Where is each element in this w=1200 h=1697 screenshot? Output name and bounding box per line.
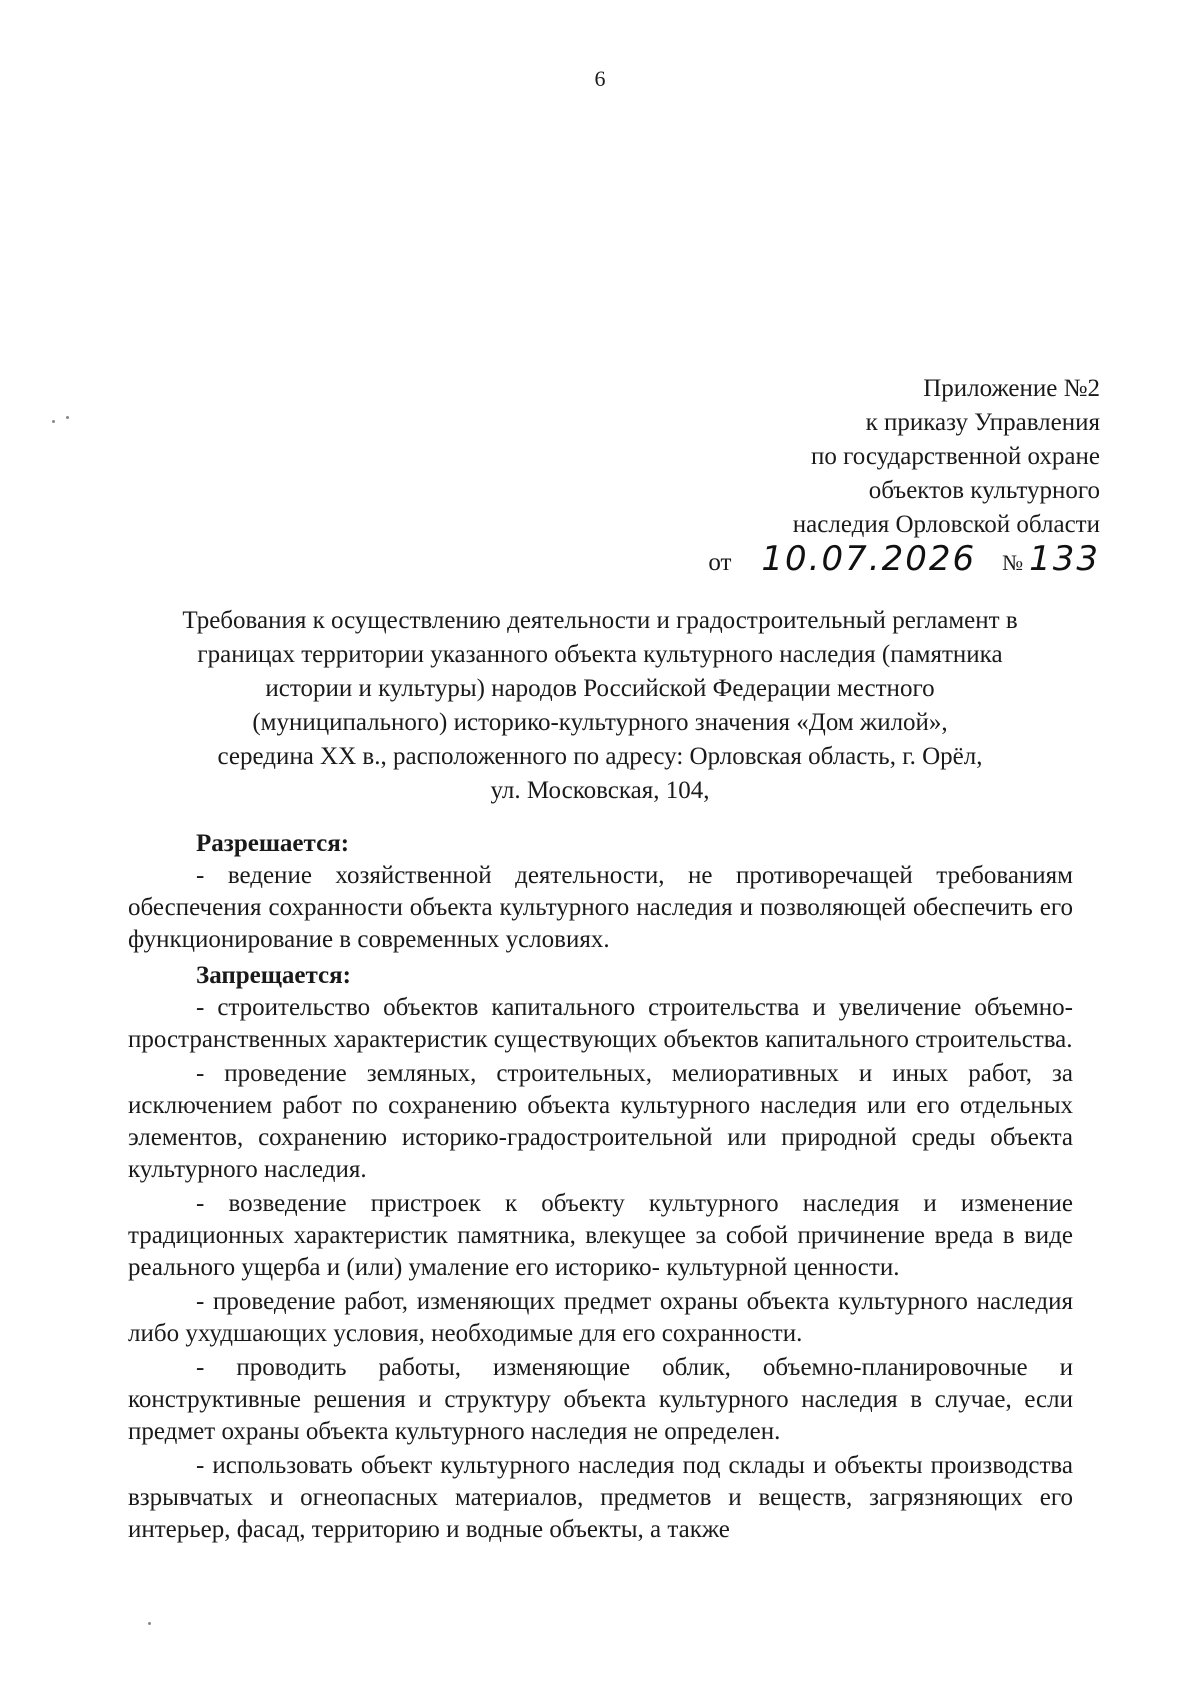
prohibited-heading: Запрещается: [196, 962, 352, 989]
order-date-number [540, 539, 1100, 582]
title-line: (муниципального) историко-культурного значения «Дом жилой», [252, 709, 948, 736]
appendix-line: по государственной охране [810, 443, 1100, 470]
prohibited-item: - проведение работ, изменяющих предмет охраны объекта культурного наследия либо ухудшающих условия, необходимые для его сохранности. [128, 1288, 1073, 1347]
prohibited-item: - возведение пристроек к объекту культурного наследия и изменение традиционных характеристик памятника, влекущее за собой причинение вреда в виде реального ущерба и (или) умаление его историко- культурной ценности. [128, 1190, 1073, 1281]
scan-speck [52, 420, 55, 423]
prohibited-item: - использовать объект культурного наследия под склады и объекты производства взрывчатых и огнеопасных материалов, предметов и веществ, загрязняющих его интерьер, фасад, территорию и водные объекты, а также [128, 1452, 1073, 1543]
title-line: середина XX в., расположенного по адресу: Орловская область, г. Орёл, [217, 743, 983, 770]
handwritten-date: 10.07.2026 [761, 539, 977, 579]
title-line: границах территории указанного объекта культурного наследия (памятника [197, 641, 1003, 668]
title-line: ул. Московская, 104, [490, 777, 710, 804]
prohibited-item: - проводить работы, изменяющие облик, объемно-планировочные и конструктивные решения и структуру объекта культурного наследия в случае, если предмет охраны объекта культурного наследия не определен. [128, 1354, 1073, 1445]
scan-speck [66, 416, 69, 419]
document-title [120, 604, 1080, 808]
appendix-line: наследия Орловской области [792, 511, 1100, 538]
document-body [128, 828, 1073, 1550]
title-line: Требования к осуществлению деятельности и градостроительный регламент в [182, 607, 1018, 634]
appendix-line: объектов культурного [868, 477, 1100, 504]
title-line: истории и культуры) народов Российской Федерации местного [265, 675, 935, 702]
appendix-line: к приказу Управления [865, 409, 1100, 436]
number-prefix: № [1002, 550, 1024, 575]
appendix-line: Приложение №2 [923, 375, 1100, 402]
page-number: 6 [594, 66, 606, 91]
scan-speck [148, 1622, 151, 1625]
prohibited-section [128, 960, 1073, 1546]
prohibited-item: - строительство объектов капитального строительства и увеличение объемно-пространственных характеристик существующих объектов капитального строительства. [128, 994, 1073, 1053]
date-prefix: от [708, 549, 732, 576]
allowed-section [128, 828, 1073, 956]
prohibited-item: - проведение земляных, строительных, мелиоративных и иных работ, за исключением работ по сохранению объекта культурного наследия или его отдельных элементов, сохранению историко-градостроительной или природной среды объекта культурного наследия. [128, 1060, 1073, 1183]
allowed-heading: Разрешается: [196, 830, 350, 857]
appendix-block [540, 372, 1100, 582]
allowed-item: - ведение хозяйственной деятельности, не противоречащей требованиям обеспечения сохранности объекта культурного наследия и позволяющей обеспечить его функционирование в современных условиях. [128, 862, 1073, 953]
handwritten-number: 133 [1029, 539, 1100, 579]
